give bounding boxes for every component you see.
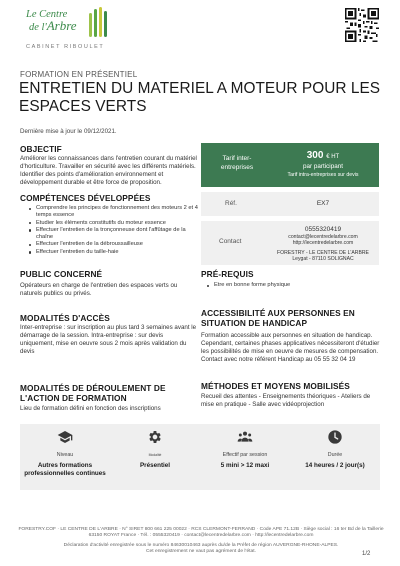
objectif-heading: OBJECTIF — [20, 144, 62, 154]
deroulement-text: Lieu de formation défini en fonction des inscriptions — [20, 405, 161, 412]
acces-heading: MODALITÉS D'ACCÈS — [20, 313, 110, 323]
price-note: Tarif intra-entreprises sur devis — [287, 172, 359, 178]
contact-org: FORESTRY - LE CENTRE DE L'ARBRE — [277, 249, 369, 256]
brand-logo — [26, 7, 110, 51]
price-details — [271, 150, 375, 179]
prerequis-list — [206, 282, 376, 289]
footer-line3: Cet enregistrement ne vaut pas agrément de l'état. — [146, 549, 256, 555]
last-updated: Dernière mise à jour le 09/12/2021. — [20, 128, 117, 135]
list-item: Etre en bonne forme physique — [206, 282, 376, 289]
contact-details — [271, 226, 375, 262]
graduation-cap-icon — [57, 429, 73, 445]
stat-label: Niveau — [56, 452, 74, 458]
price-amount: 300 — [306, 150, 324, 161]
deroulement-heading: MODALITÉS DE DÉROULEMENT DE L'ACTION DE FORMATION — [20, 383, 166, 403]
contact-label: Contact — [219, 238, 242, 245]
footer-legal: FORESTRY.COF · LE CENTRE DE L'ARBRE · N° SIRET 800 661 225 00022 · RCS CLERMONT-FERRAND · Code APE 71.12B · Siège social : 16 ter Bd de la Taillerie 63150 ROYAT France · Tél. : 0555320419 · contact@lecentredelarbre.com · http://lecentredelarbre.com — [18, 527, 384, 539]
stat-value: Autres formations professionnelles continues — [24, 462, 106, 478]
stat-value: 5 mini > 12 maxi — [220, 462, 270, 469]
price-per: par participant — [303, 163, 343, 170]
logo-line2-b: Arbre — [46, 18, 77, 33]
contact-phone[interactable]: 0555320419 — [304, 226, 342, 233]
stat-effectif — [200, 424, 290, 490]
price-amount-line — [271, 150, 375, 163]
qr-code-icon — [345, 8, 379, 42]
footer-declaration — [18, 543, 384, 556]
stat-label: Effectif par session — [222, 452, 268, 458]
prerequis-heading: PRÉ-REQUIS — [201, 269, 254, 279]
footer-line2: Déclaration d'activité enregistrée sous le numéro 84630010463 auprès du/de la Préfet de région AUVERGNE-RHONE-ALPES. — [63, 543, 339, 548]
methodes-heading: MÉTHODES ET MOYENS MOBILISÉS — [201, 381, 350, 391]
acces-text: Inter-entreprise : sur inscription au plus tard 3 semaines avant le démarrage de la session. Intra-entreprise : sur devis uniquement, mise en oeuvre sous 2 mois après validation du devis — [20, 324, 197, 355]
logo-line1: Le Centre — [26, 9, 68, 20]
clock-icon — [327, 429, 343, 445]
price-unit: € HT — [326, 154, 340, 160]
list-item: Effectuer l'entretien de la tronçonneuse dont l'affûtage de la chaîne — [28, 227, 200, 242]
objectif-text: Améliorer les connaissances dans l'entretien courant du matériel d'horticulture. Travailler en sécurité avec les différents matériels. Identifier des points d'amélioration environnement et développement durable et être force de proposition. — [20, 155, 197, 186]
stat-label: Modalité — [148, 453, 162, 457]
list-item: Effectuer l'entretien de la débroussailleuse — [28, 241, 200, 248]
contact-website[interactable]: http://lecentredelarbre.com — [292, 240, 354, 247]
reference-value: EX7 — [316, 200, 330, 207]
stats-bar — [20, 424, 380, 490]
logo-line2 — [26, 20, 77, 33]
contact-email[interactable]: contact@lecentredelarbre.com — [288, 234, 358, 240]
contact-row — [201, 221, 379, 265]
handicap-text: Formation accessible aux personnes en situation de handicap. Cependant, certaines phases applicatives nécessiteront d'étudier les possibilités de mise en oeuvre de mesures de compensation. Contact avec notre référent Handicap au 05 55 32 04 19 — [201, 332, 380, 363]
stat-modalite — [110, 424, 200, 490]
people-icon — [237, 429, 253, 445]
price-label: Tarif inter-entreprises — [220, 155, 254, 171]
price-box — [201, 143, 379, 187]
page-number: 1/2 — [362, 551, 371, 557]
list-item: Etudier les éléments constitutifs du moteur essence — [28, 220, 200, 227]
competences-list — [28, 205, 200, 256]
handicap-heading: ACCESSIBILITÉ AUX PERSONNES EN SITUATION DE HANDICAP — [201, 308, 355, 328]
stat-value: 14 heures / 2 jour(s) — [305, 462, 365, 469]
reference-label: Réf. — [225, 200, 237, 207]
contact-address: Leygat - 87110 SOLIGNAC — [292, 255, 354, 262]
logo-subtitle: CABINET RIBOULET — [26, 44, 105, 50]
stat-duree — [290, 424, 380, 490]
stat-niveau — [20, 424, 110, 490]
course-kicker: FORMATION EN PRÉSENTIEL — [20, 70, 138, 79]
stat-label: Durée — [327, 452, 343, 458]
logo-wordmark — [26, 9, 77, 33]
reference-row — [201, 192, 379, 216]
public-heading: PUBLIC CONCERNÉ — [20, 269, 103, 279]
gear-icon — [147, 429, 163, 445]
list-item: Effectuer l'entretien du taille-haie — [28, 249, 200, 256]
stat-value: Présentiel — [139, 462, 171, 469]
public-text: Opérateurs en charge de l'entretien des espaces verts ou naturels publics ou privés. — [20, 282, 178, 297]
page-title: ENTRETIEN DU MATERIEL A MOTEUR POUR LES ESPACES VERTS — [19, 80, 381, 115]
methodes-text: Recueil des attentes - Enseignements théoriques - Ateliers de mise en pratique - Salle avec vidéoprojection — [201, 393, 371, 408]
logo-line2-a: de l' — [29, 22, 47, 33]
competences-heading: COMPÉTENCES DÉVELOPPÉES — [20, 193, 151, 203]
logo-tree-bars-icon — [88, 7, 110, 37]
list-item: Comprendre les principes de fonctionnement des moteurs 2 et 4 temps essence — [28, 205, 200, 220]
